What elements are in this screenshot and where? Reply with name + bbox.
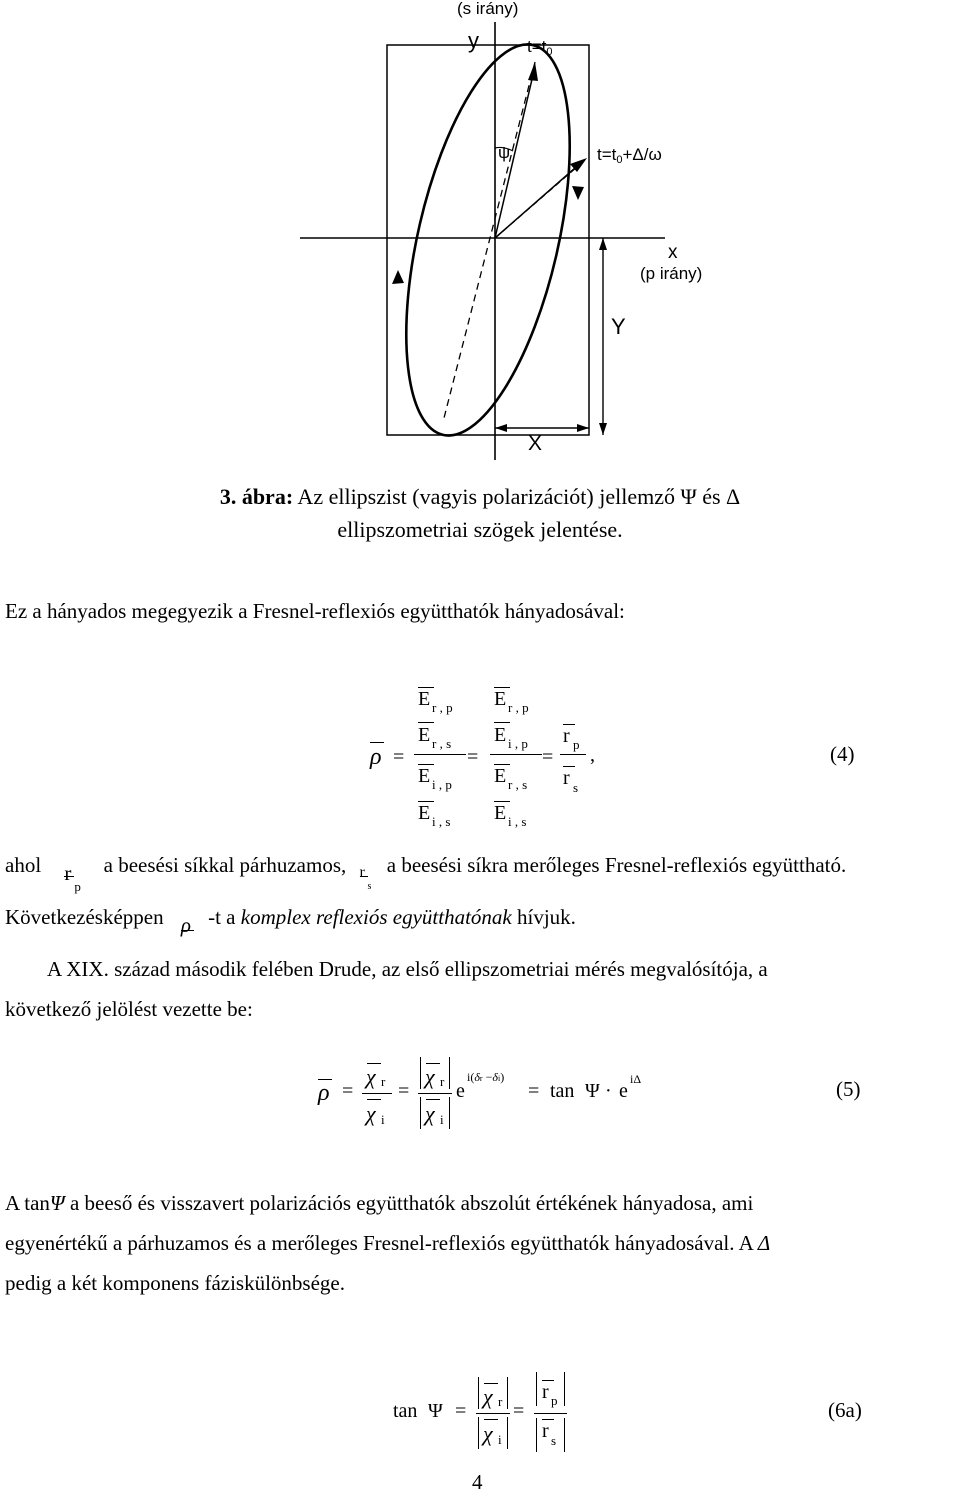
s-direction-label: (s irány) xyxy=(457,0,519,18)
X-label: X xyxy=(528,432,543,455)
paragraph-4: A XIX. század második felében Drude, az első ellipszometriai mérés megvalósítója, a következő jelölést vezette be: xyxy=(5,957,768,1021)
ellipse-figure xyxy=(0,0,960,470)
ellipse-arrow-right xyxy=(572,186,584,200)
vector-t0-arrow xyxy=(528,62,538,81)
equation-6a: tan Ψ = χ r χ i = r p r s (6a) xyxy=(0,0,960,1501)
ellipse-arrow-left xyxy=(392,270,404,284)
paragraph-5: A tanΨ a beeső és visszavert polarizációs együtthatók abszolút értékének hányadosa, ami egyenértékű a párhuzamos és a merőleges Fresnel-reflexiós együtthatók hányadosával. A Δ pedig a két komponens fáziskülönbsége. xyxy=(5,1191,771,1295)
paragraph-1: Ez a hányados megegyezik a Fresnel-reflexiós együtthatók hányadosával: xyxy=(5,599,625,623)
p-direction-label: (p irány) xyxy=(640,264,703,283)
polarization-ellipse xyxy=(375,29,601,450)
equation-5: ρ = χ r χ i = χ r χ i e i(δr −δi) = tan Ψ · e iΔ (5) xyxy=(0,0,960,1501)
figure-caption: 3. ábra: Az ellipszist (vagyis polarizációt) jellemző Ψ és Δ ellipszometriai szögek jelentése. xyxy=(219,484,741,542)
paragraph-2: ahol r p a beesési síkkal párhuzamos, r s a beesési síkra merőleges Fresnel-reflexiós együttható. xyxy=(5,853,847,894)
t1-label: t=t0+Δ/ω xyxy=(597,145,662,166)
Y-label: Y xyxy=(611,314,626,339)
page-number: 4 xyxy=(472,1470,483,1494)
t0-label: t=t0 xyxy=(527,37,553,58)
y-axis-label: y xyxy=(468,28,479,53)
psi-label: ψ xyxy=(498,143,511,162)
paragraph-3: Következésképpen ρ -t a komplex reflexiós együtthatónak hívjuk. xyxy=(5,905,576,937)
equation-4: ρ = E r , p E r , s E i , p E i , s = E r , p E i , p E r , s E i , s = r p r s , (4) xyxy=(370,688,855,829)
x-axis-label: x xyxy=(668,242,678,263)
